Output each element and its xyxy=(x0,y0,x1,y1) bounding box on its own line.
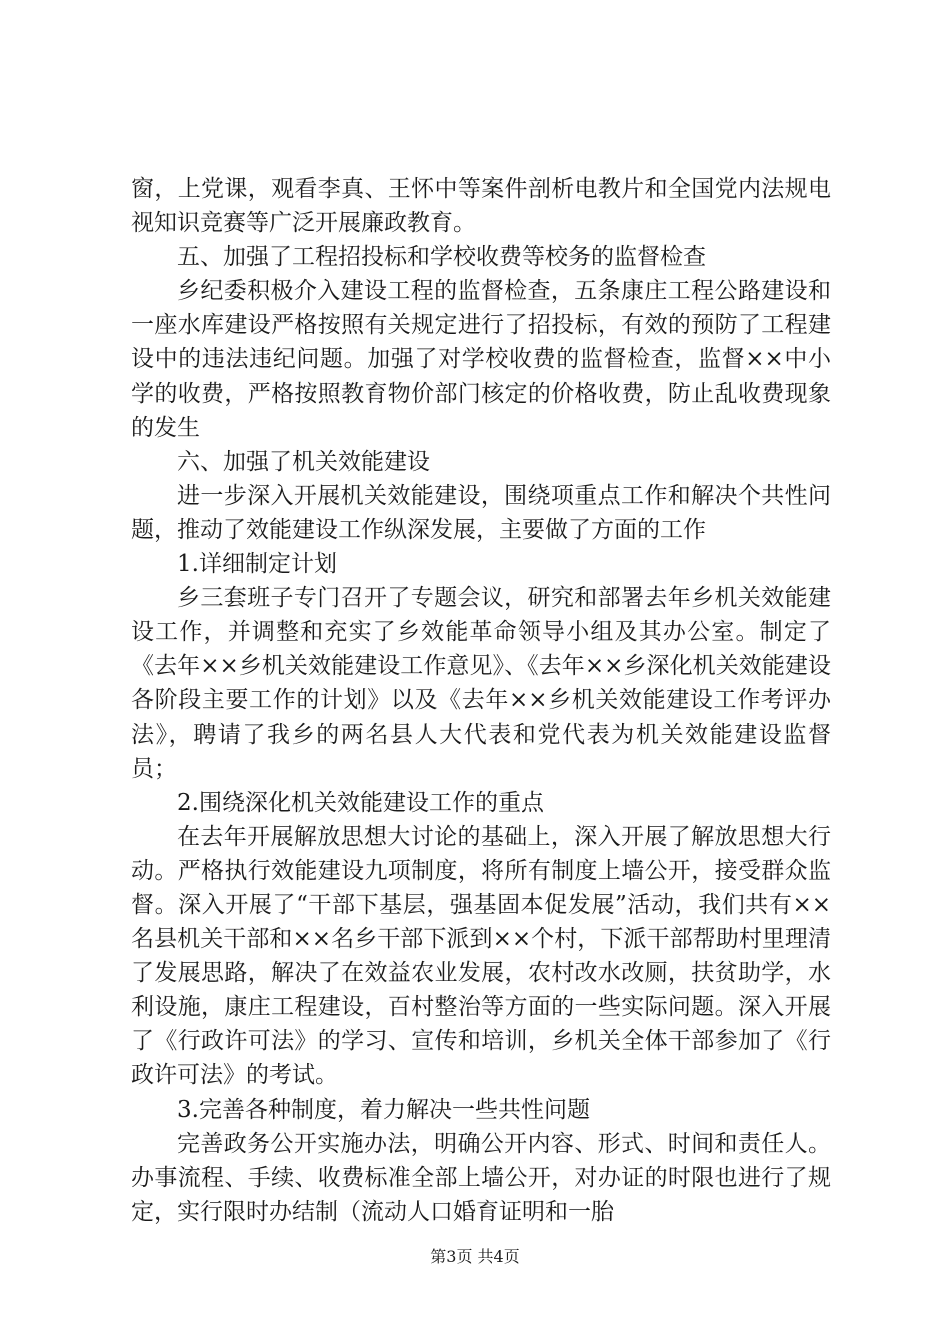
paragraph: 在去年开展解放思想大讨论的基础上，深入开展了解放思想大行动。严格执行效能建设九项制度，将所有制度上墙公开，接受群众监督。深入开展了“干部下基层，强基固本促发展”活动，我们共有××名县机关干部和××名乡干部下派到××个村，下派干部帮助村里理清了发展思路，解决了在效益农业发展，农村改水改厕，扶贫助学，水利设施，康庄工程建设，百村整治等方面的一些实际问题。深入开展了《行政许可法》的学习、宣传和培训，乡机关全体干部参加了《行政许可法》的考试。 xyxy=(131,823,831,1089)
paragraph: 窗，上党课，观看李真、王怀中等案件剖析电教片和全国党内法规电视知识竞赛等广泛开展廉政教育。 xyxy=(131,176,831,237)
paragraph: 2.围绕深化机关效能建设工作的重点 xyxy=(177,789,544,816)
paragraph: 五、加强了工程招投标和学校收费等校务的监督检查 xyxy=(177,244,706,271)
paragraph: 3.完善各种制度，着力解决一些共性问题 xyxy=(177,1096,590,1123)
paragraph: 乡三套班子专门召开了专题会议，研究和部署去年乡机关效能建设工作，并调整和充实了乡效能革命领导小组及其办公室。制定了《去年××乡机关效能建设工作意见》、《去年××乡深化机关效能建设各阶段主要工作的计划》以及《去年××乡机关效能建设工作考评办法》，聘请了我乡的两名县人大代表和党代表为机关效能建设监督员； xyxy=(131,585,831,782)
paragraph: 完善政务公开实施办法，明确公开内容、形式、时间和责任人。办事流程、手续、收费标准全部上墙公开，对办证的时限也进行了规定，实行限时办结制（流动人口婚育证明和一胎 xyxy=(131,1130,831,1225)
paragraph: 乡纪委积极介入建设工程的监督检查，五条康庄工程公路建设和一座水库建设严格按照有关规定进行了招投标，有效的预防了工程建设中的违法违纪问题。加强了对学校收费的监督检查，监督××中小学的收费，严格按照教育物价部门核定的价格收费，防止乱收费现象的发生 xyxy=(131,278,831,441)
paragraph: 1.详细制定计划 xyxy=(177,551,337,578)
paragraph: 六、加强了机关效能建设 xyxy=(177,448,430,475)
page-number: 第3页 共4页 xyxy=(430,1247,520,1266)
document-body xyxy=(131,172,831,1229)
paragraph: 进一步深入开展机关效能建设，围绕项重点工作和解决个共性问题，推动了效能建设工作纵深发展，主要做了方面的工作 xyxy=(131,482,831,543)
